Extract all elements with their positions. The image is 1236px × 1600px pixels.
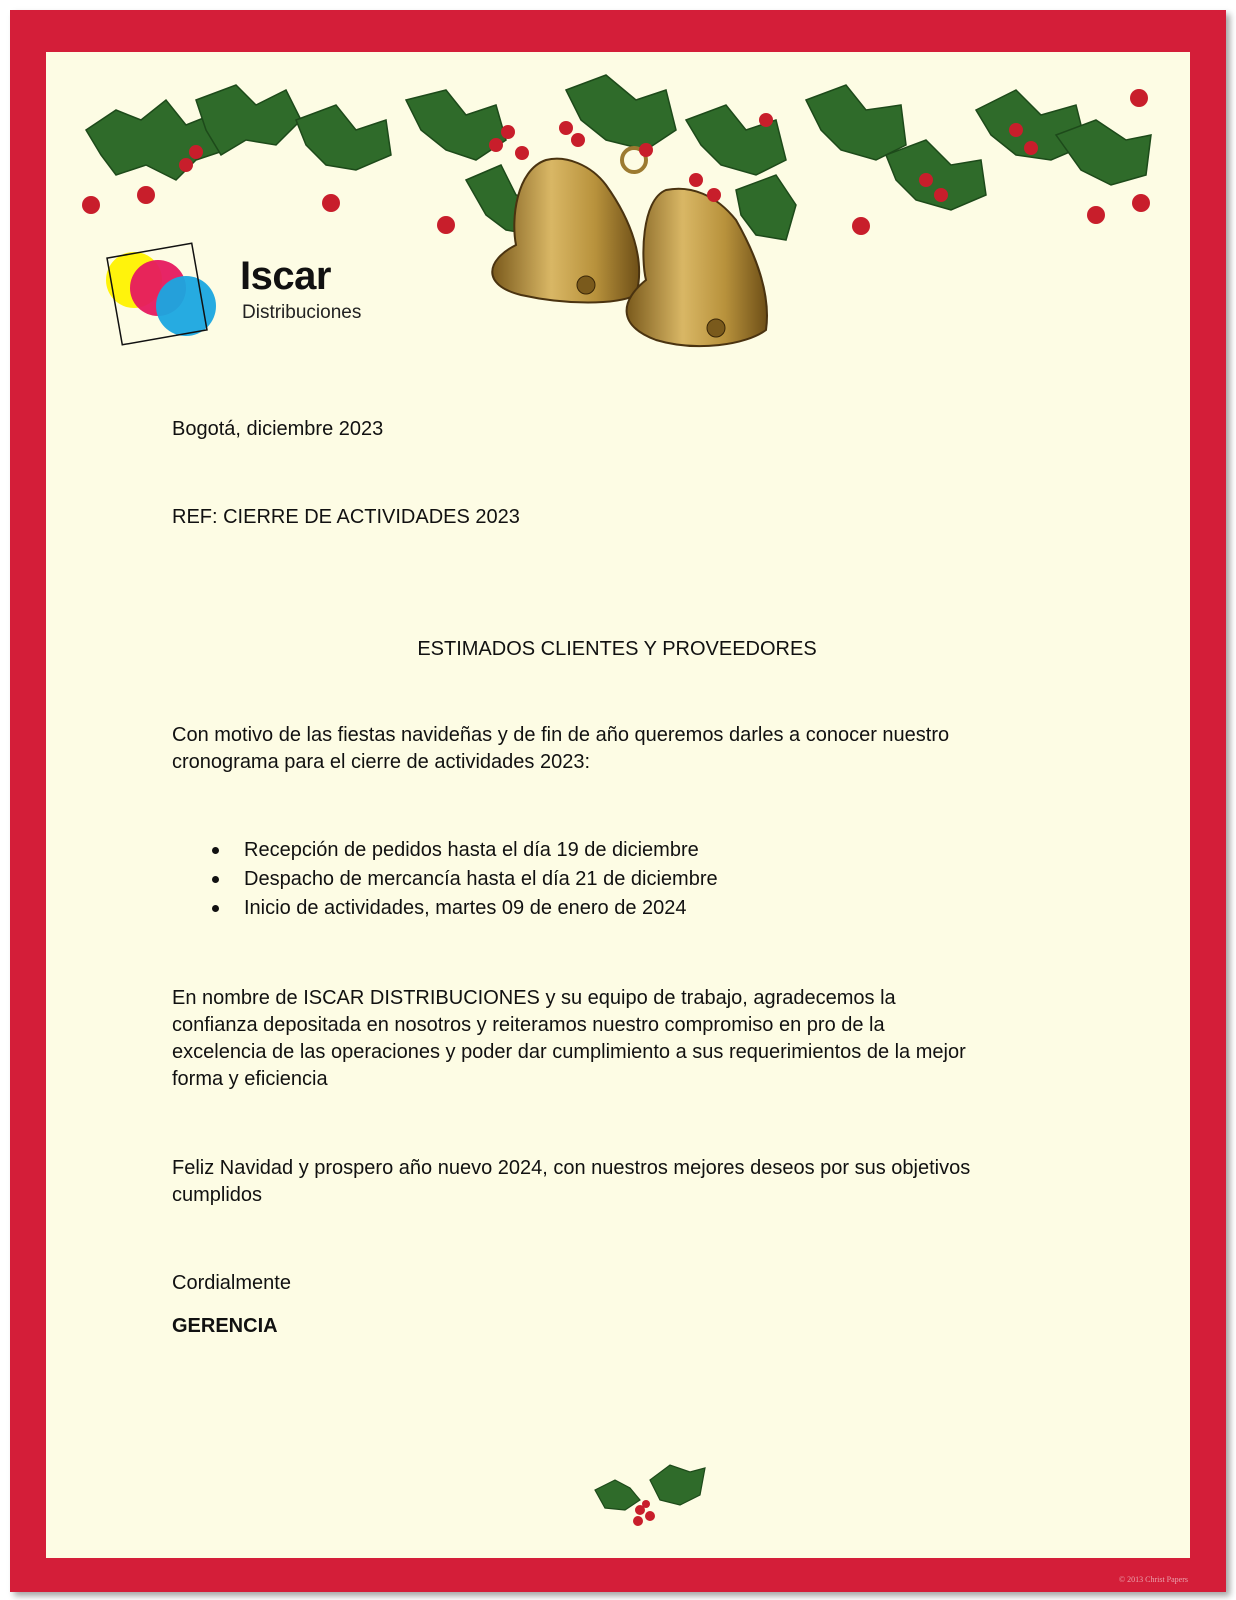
schedule-list	[172, 836, 1072, 923]
thanks-line: En nombre de ISCAR DISTRIBUCIONES y su equipo de trabajo, agradecemos la	[172, 987, 896, 1009]
list-item: Despacho de mercancía hasta el día 21 de diciembre	[244, 865, 1072, 894]
letter-closing: Cordialmente	[172, 1272, 291, 1294]
wishes-line: Feliz Navidad y prospero año nuevo 2024, con nuestros mejores deseos por sus objetivos	[172, 1157, 971, 1179]
letter-reference: REF: CIERRE DE ACTIVIDADES 2023	[172, 506, 520, 528]
intro-line: Con motivo de las fiestas navideñas y de fin de año queremos darles a conocer nuestro	[172, 724, 950, 746]
list-item: Recepción de pedidos hasta el día 19 de diciembre	[244, 836, 1072, 865]
letter-signer: GERENCIA	[172, 1315, 278, 1337]
thanks-line: forma y eficiencia	[172, 1068, 328, 1090]
thanks-line: excelencia de las operaciones y poder dar cumplimiento a sus requerimientos de la mejor	[172, 1041, 966, 1063]
wishes-line: cumplidos	[172, 1184, 263, 1206]
logo-circles-mark	[100, 240, 230, 350]
letter-date: Bogotá, diciembre 2023	[172, 418, 384, 440]
logo-subtitle: Distribuciones	[242, 302, 362, 323]
intro-paragraph	[172, 722, 1072, 776]
intro-line: cronograma para el cierre de actividades 2023:	[172, 751, 591, 773]
wishes-paragraph	[172, 1155, 1072, 1209]
copyright-note: © 2013 Christ Papers	[1119, 1575, 1188, 1584]
thanks-line: confianza depositada en nosotros y reiteramos nuestro compromiso en pro de la	[172, 1014, 885, 1036]
holly-sprig-illustration	[590, 1460, 720, 1530]
iscar-logo	[100, 240, 400, 350]
logo-name: Iscar	[240, 254, 331, 298]
letter-greeting: ESTIMADOS CLIENTES Y PROVEEDORES	[417, 638, 817, 660]
thanks-paragraph	[172, 985, 1072, 1093]
list-item: Inicio de actividades, martes 09 de enero de 2024	[244, 894, 1072, 923]
